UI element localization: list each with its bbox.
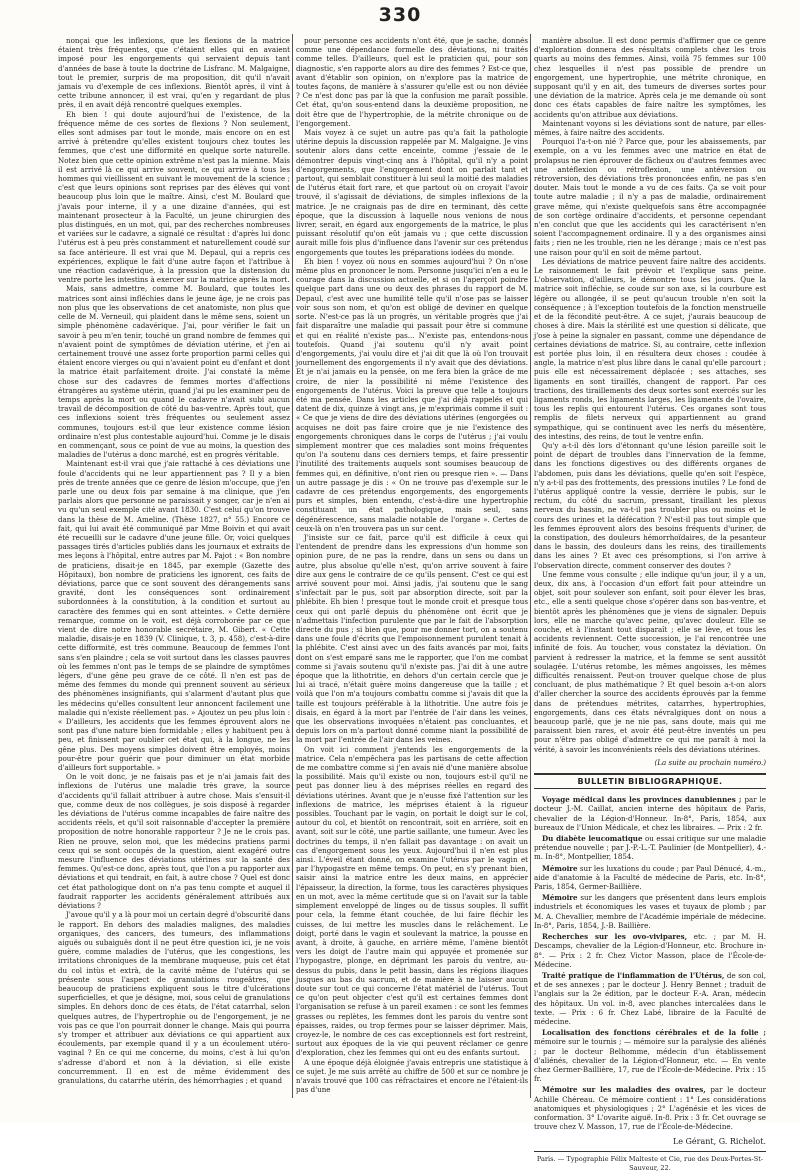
bib-text: sur les dangers que présentent dans leurs emplois industriels et économiques les vases et tuyaux de plomb ; par M. A. Chevallier, membre de l'Académie impériale de médecine. In-8°, Paris, 1854, J.-B. Baillière.: [534, 893, 766, 930]
bib-title: Localisation des fonctions cérébrales et de la folie ;: [542, 1028, 766, 1038]
bib-entry: [534, 1028, 766, 1083]
paragraph: J'avoue qu'il y a là pour moi un certain degré d'obscurité dans le rapport. En dehors des maladies malignes, des maladies organiques, des cancers, des tumeurs, des inflammations aiguës ou subaiguës dont il ne peut être question ici, je ne vois guère, comme maladies de l'utérus, que les congestions, les irritations chroniques de la membrane muqueuse, puis cet état du col intùs et extrà, de la cavité même de l'utérus qui se présente sous l'aspect de granulations rougeâtres, que beaucoup de praticiens expliquent sous le titre d'ulcérations superficielles, et que je désigne, moi, sous celui de granulations simples. En dehors donc de ces états, de l'état catarrhal, selon quelques autres, de l'hypertrophie ou de l'engorgement, je ne vois pas ce que l'on pourrait donner le change. Mais qui pourra s'y tromper et attribuer aux déviations ce qui appartient aux écoulements, par exemple quand il y a un écoulement utéro-vaginal ? En ce qui me concerne, du moins, c'est à lui qu'on s'adresse d'abord et non à la déviation, si elle existe concurremment. Il en est de même évidemment des granulations, du catarrhe utérin, des hémorrhagies ; et quand: [58, 910, 290, 1085]
bib-text: par le docteur J.-M. Caillat, ancien interne des hôpitaux de Paris, chevalier de la Légion-d'Honneur. In-8°, Paris, 1854, aux bureaux de l'Union Médicale, et chez les libraires. — Prix : 2 fr.: [534, 795, 767, 832]
imprint: Paris. — Typographie Félix Malteste et Cie, rue des Deux-Portes-St-Sauveur, 22.: [534, 1151, 766, 1173]
bib-text: mémoire sur le tournis ; — mémoire sur la paralysie des aliénés ; par le docteur Belhomme, médecin d'un établissement d'aliénés, chevalier de la Légion-d'Honneur, etc. — En vente chez Germer-Baillière, 17, rue de l'École-de-Médecine. Prix : 15 fr.: [534, 1037, 766, 1084]
bib-text: ou essai critique sur une maladie prétendue nouvelle ; par J.-P.-L.-T. Paulinier (de Montpellier), 4.-m. In-8°, Montpellier, 1854.: [534, 834, 766, 862]
paragraph: A une époque déjà éloignée j'avais entrepris une statistique à ce sujet. Je me suis arrêté au chiffre de 500 et sur ce nombre je n'avais trouvé que 100 cas réfractaires et encore ne l'étaient-ils pas d'une: [296, 1057, 528, 1095]
paragraph: On le voit donc, je ne faisais pas et je n'ai jamais fait des inflexions de l'utérus une maladie très grave, la source d'accidents qu'il fallait attribuer à autre chose. Mais s'ensuit-il que, comme deux de nos collègues, je sois disposé à regarder les déviations de l'utérus comme incapables de faire naître des accidents réels, et qu'il soit raisonnable d'accepter la première proposition de notre honorable rapporteur ? Je ne le crois pas. Rien ne prouve, selon moi, que les médecins pratiens parmi ceux qui se sont occupés de la question, aient exagéré outre mesure l'influence des déviations utérines sur la santé des femmes. Qu'est-ce donc, après tout, que l'on a pu rapporter aux déviations et qui tendrait, en fait, à autre chose ? Quel est donc cet état pathologique dont on n'a pas tenu compte et auquel il faudrait rapporter les accidents généralement attribués aux déviations ?: [58, 772, 290, 911]
page-number: 330: [378, 4, 422, 26]
column-rule-left: [292, 34, 293, 1098]
bib-entry: [534, 971, 766, 1026]
bib-title: Mémoire: [542, 863, 578, 873]
bib-title: Mémoire sur les maladies des ovaires,: [542, 1085, 706, 1095]
bib-entry: [534, 932, 766, 969]
paragraph: Pourquoi l'a-t-on nié ? Parce que, pour les abaissements, par exemple, on a vu les femmes avec une matrice en état de prolapsus ne rien éprouver de fâcheux ou d'autres femmes avec une antéflexion ou rétroflexion, une antéversion ou rétroversion, des déviations très prononcées enfin, ne pas s'en douter. Mais tout le monde a vu de ces faits. Ça se voit pour toute autre maladie ; il n'y a pas de maladie, ordinairement grave même, qui n'existe quelquefois sans être accompagnée de son cortège ordinaire d'accidents, et personne cependant n'en conclut que que les accidents qui les caractérisent n'en soient l'accompagnement ordinaire. Il y a des organismes ainsi faits ; rien ne les trouble, rien ne les dérange ; mais ce n'est pas une raison pour qu'il en soit de même partout.: [534, 137, 766, 257]
paragraph: On voit ici comment j'entends les engorgements de la matrice. Cela n'empêchera pas les partisans de cette affection de me combattre comme si j'en avais nié d'une manière absolue la possibilité. Mais qu'il existe ou non, toujours est-il qu'il ne peut pas donner lieu à des méprises réelles en regard des déviations utérines. Avant que je n'eusse fixé l'attention sur les inflexions de matrice, les méprises étaient à la rigueur possibles. Touchant par le vagin, on portait le doigt sur le col, autour du col, et bientôt on rencontrait, soit en arrière, soit en avant, soit sur le côté, une partie saillante, une tumeur. Avec les doctrines du temps, il n'en fallait pas davantage : on avait un cas d'engorgement sous les yeux. Aujourd'hui il n'en est plus ainsi. L'éveil étant donné, on examine l'utérus par le vagin et par l'hypogastre en même temps. On peut, en s'y prenant bien, saisir ainsi la matrice entre les deux mains, en apprécier l'épaisseur, la direction, la forme, tous les caractères physiques en un mot, avec la même certitude que si on l'avait sur la table simplement enveloppé de linges ou de tissus souples. Il suffit pour cela, la femme étant couchée, de lui faire fléchir les cuisses, de lui mettre les muscles dans le relâchement. Le doigt, porté dans le vagin et soulevant la matrice, la pousse en avant, à droite, à gauche, en arrière même, l'amène bientôt vers les doigt de l'autre main qui appuyée et promenée sur l'hypogastre, plonge, en déprimant les parois du ventre, au-dessus du pubis, dans le petit bassin, dans les régions iliaques jusques au bas du sacrum, et de manière à ne laisser aucun doute sur tout ce qui concerne l'état matériel de l'utérus. Tout ce qu'on peut objecter c'est qu'il est certaines femmes dont l'organisation se refuse à un pareil examen : ce sont les femmes grasses ou replètes, les femmes dont les parois du ventre sont épaisses, raides, ou trop fermes pour se laisser déprimer. Mais, croyez-le, le nombre de ces cas exceptionnels est fort restreint, surtout aux époques de la vie qui peuvent réclamer ce genre d'exploration, chez les femmes qui ont eu des enfants surtout.: [296, 744, 528, 1058]
paragraph: Maintenant voyons si les déviations sont de nature, par elles-mêmes, à faire naître des accidents.: [534, 118, 766, 138]
bib-title: Recherches sur les ovo-vivipares,: [542, 932, 688, 942]
paragraph: Qu'y a-t-il dès lors d'étonnant qu'une lésion pareille soit le point de départ de troubles dans l'innervation de la femme, dans les fonctions digestives ou des différents organes de l'abdomen, puis dans les déviations, quelle qu'en soit l'espèce, n'y a-t-il pas des frottements, des pressions inutiles ? Le fond de l'utérus appliqué contre la vessie, derrière le pubis, sur le rectum, du côté du sacrum, pressant, tiraillant les plexus nerveux du bassin, ne va-t-il pas troubler plus ou moins et le cours des urines et la défécation ? N'est-il pas tout simple que les femmes éprouvent alors des besoins fréquents d'uriner, de la constipation, des douleurs hémorrhoïdaires, de la pesanteur dans le bassin, des douleurs dans les reins, des tiraillements dans les aines ? Et avec ces présomptions, si l'on arrive à l'observation directe, comment conserver des doutes ?: [534, 440, 766, 570]
column-1: [58, 36, 290, 1096]
paragraph: Une femme vous consulte ; elle indique qu'un jour, il y a un, deux, dix ans, à l'occasion d'un effort fait pour atteindre un objet, soit pour soulever son enfant, soit pour élever les bras, etc., elle a senti quelque chose s'opérer dans son bas-ventre, et bientôt après les phénomènes que je viens de signaler. Depuis lors, elle ne marche qu'avec peine, qu'avec douleur. Elle se couche, et à l'instant tout disparaît ; elle se lève, et tous les accidents reviennent. Cette succession, je l'ai rencontrée une infinité de fois. Au toucher, vous constatez la déviation. On parvient à redresser la matrice, et la femme se sent aussitôt soulagée. L'utérus retombe, les mêmes angoisses, les mêmes difficultés renaissent. Peut-on trouver quelque chose de plus concluant, de plus mathématique ? Et quel besoin a-t-on alors d'aller chercher la source des accidents éprouvés par la femme dans de prétendues métrites, catarrhes, hypertrophies, engorgements, dans ces états névralgiques dont on nous a beaucoup parlé, que je ne nie pas, sans doute, mais qui me paraissent bien rares, et avoir été peut-être inventés un peu pour n'être pas obligé d'admettre ce qui me paraît à moi la vérité, à savoir les inconvénients réels des déviations utérines.: [534, 569, 766, 754]
signature: Le Gérant, G. Richelot.: [672, 1137, 766, 1147]
paragraph: nonçai que les inflexions, que les flexions de la matrice étaient très fréquentes, que c'étaient elles qui en avaient imposé pour les engorgements qui servaient depuis tant d'années de base à toute la doctrine de Lisfranc. M. Malgaigne, tout le premier, surpris de ma proposition, dit qu'il n'avait jamais vu d'exemple de ces inflexions. Bientôt après, il vint à cette tribune annoncer, il est vrai, qu'en y regardant de plus près, il en avait déjà rencontré quelques exemples.: [58, 36, 290, 110]
bib-text: sur les luxations du coude ; par Paul Dénucé, 4.-m., aide d'anatomie à la Faculté de médecine de Paris, etc. In-8°, Paris, 1854, Germer-Baillière.: [534, 863, 766, 892]
bib-text: par le docteur Achille Chéreau. Ce mémoire contient : 1° Les considérations anatomiques et physiologiques ; 2° L'agénésie et les vices de conformation. 3° L'ovarite aiguë. In-8. Prix : 3 fr. Cet ouvrage se trouve chez V. Masson, 17, rue de l'École-de-Médecine.: [534, 1085, 766, 1132]
bib-title: Traité pratique de l'inflammation de l'Utérus,: [542, 970, 725, 980]
paragraph: manière absolue. Il est donc permis d'affirmer que ce genre d'exploration donnera des résultats complets chez les trois quarts au moins des femmes. Ainsi, voilà 75 femmes sur 100 chez lesquelles il n'est pas possible de prendre un engorgement, une hypertrophie, une métrite chronique, en supposant qu'il y en ait, des tumeurs de diverses sortes pour une déviation de la matrice. Après cela je me demande où sont donc ces états capables de faire naître les symptômes, les accidents qu'on attribue aux déviations.: [534, 36, 766, 119]
paragraph: Les déviations de matrice peuvent faire naître des accidents. Le raisonnement le fait prévoir et l'explique sans peine. L'observation, d'ailleurs, le démontre tous les jours. Que la matrice soit infléchie, se coude sur son axe, si la courbure est légère ou allongée, il se peut qu'aucun trouble n'en soit la conséquence ; à l'exception toutefois de la fonction menstruelle et de la fécondité peut-être. A ce sujet, j'aurais beaucoup de choses à dire. Mais la stérilité est une question si délicate, que j'ose à peine la signaler en passant, comme une dépendance de certaines déviations de matrice. Si, au contraire, cette inflexion est portée plus loin, il en résultera deux choses : coudée à angle, la matrice n'est plus libre dans le canal qu'elle parcourt ; puis elle est nécessairement déplacée ; ses attaches, ses ligaments en sont tiraillés, changent de rapport. Par ces tractions, des tiraillements des deux sortes sont exercés sur les ligaments ronds, les ligaments larges, les ligaments de l'ovaire, tous les replis qui entourent l'utérus. Ces organes sont tous remplis de filets nerveux qui appartiennent au grand sympathique, qui se continuent avec les nerfs du mésentère, des intestins, des reins, de tout le ventre enfin.: [534, 256, 766, 441]
paragraph: J'insiste sur ce fait, parce qu'il est difficile à ceux qui l'entendent de prendre dans les expressions d'un homme son opinion pure, de ne pas la rendre, dans un sens ou dans un autre, plus absolue qu'elle n'est, qu'on arrive souvent à faire dire aux gens le contraire de ce qu'ils pensent. C'est ce qui est arrivé souvent pour moi. Ainsi jadis, j'ai soutenu que le sang s'infectait par le pus, soit par absorption directe, soit par la phlébite. Eh bien ! presque tout le monde croit et presque tous ceux qui ont parlé depuis du phénomène ont écrit que je n'admettais l'infection purulente que par le fait de l'absorption directe du pus ; si bien que, pour me donner tort, on a soutenu dans une foule d'écrits que l'empoisonnement purulent tenait à la phlébite. C'est ainsi avec un des faits avancés par moi, faits dont on s'est emparé sans me le rapporter, que l'on me combat comme si j'avais soutenu qu'il n'existe pas. J'ai dit à une autre époque que la lithotritie, en dehors d'un certain cercle que je lui ai tracé, n'était guère moins dangereuse que la taille ; et voilà que l'on m'a toujours combattu comme si j'avais dit que la taille est toujours préférable à la lithotritie. Une autre fois je disais, en égard à la mort par l'entrée de l'air dans les veines, que les observations invoquées n'étaient pas concluantes, et depuis lors on m'a partout donné comme niant la possibilité de la mort par l'entrée de l'air dans les veines.: [296, 532, 528, 745]
paragraph: Mais voyez à ce sujet un autre pas qu'a fait la pathologie utérine depuis la discussion rappelée par M. Malgaigne. Je vins soutenir alors dans cette enceinte, comme j'essaie de le démontrer depuis vingt-cinq ans à l'hôpital, qu'il n'y a point d'engorgements, que l'engorgement dont on parlait tant et partout, qui semblait constituer à lui seul la moitié des maladies de l'utérus était fort rare, et que partout où on croyait l'avoir trouvé, il s'agissait de déviations, de simples inflexions de la matrice. Je ne craignais pas de dire en terminant, dès cette époque, que la discussion à laquelle nous venions de nous livrer, serait, en égard aux engorgements de la matrice, le plus puissant résolutif qu'on eût jamais vu ; que cette discussion aurait mille fois plus d'influence dans l'avenir sur ces prétendus engorgements que toutes les préparations iodées du monde.: [296, 128, 528, 257]
bib-entry: [534, 834, 766, 862]
bib-text: de son col, et de ses annexes ; par le docteur J. Henry Bennet ; traduit de l'anglais sur la 2e édition, par le docteur F.-A. Aran, médecin des hôpitaux. Un vol. in-8, avec planches intercalées dans le texte. — Prix : 6 fr. Chez Labé, libraire de la Faculté de médecine.: [534, 970, 766, 1026]
bib-title: Mémoire: [542, 893, 578, 903]
paragraph: Eh bien ! voyez où nous en sommes aujourd'hui ? On n'ose même plus en prononcer le nom. Personne jusqu'ici n'en a eu le courage dans la discussion actuelle, et si on l'aperçoit poindre quelque part dans une ou deux des phrases du rapport de M. Depaul, c'est avec une humilité telle qu'il n'ose pas se laisser voir sous son nom, et qu'on est obligé de deviner en quelque sorte. N'est-ce pas là un progrès, un véritable progrès que j'ai fait disparaître une maladie qui passait pour être si commune et qui en réalité n'existe pas... N'existe pas, entendons-nous toutefois. Quand j'ai soutenu qu'il n'y avait point d'engorgements, j'ai voulu dire et j'ai dit que là où l'on trouvait journellement des engorgements il n'y avait que des déviations. Et je n'ai jamais eu la pensée, on me fera bien la grâce de me croire, de nier la possibilité ni même l'existence des engorgements de l'utérus. Voici la preuve que telle a toujours été ma pensée. Dans les articles que j'ai déjà rappelés et qui datent de dix, quinze à vingt ans, je m'exprimais comme il suit : « Ce que je viens de dire des déviations utérines (engorgées ou acquises ne doit pas faire croire que je nie l'existence des engorgements chroniques dans le corps de l'utérus ; j'ai voulu simplement montrer que ces maladies sont moins fréquentes qu'on l'a soutenu dans ces derniers temps, et faire pressentir l'inutilité des traitements auquels sont soumises beaucoup de femmes qui, en définitive, n'ont rien ou presque rien ». — Dans un autre passage je dis : « On ne trouve pas d'exemple sur le cadavre de ces prétendus engorgements, des engorgements purs et simples, bien entendu, c'est-à-dire une hypertrophie constituant un état pathologique, mais seul, sans dégénérescence, sans maladie notable de l'organe ». Certes de ceux-là on n'en trouvera pas un sur cent.: [296, 256, 528, 533]
column-3: [534, 36, 767, 1172]
bib-entry: [534, 795, 766, 832]
bulletin-heading: BULLETIN BIBLIOGRAPHIQUE.: [534, 773, 766, 789]
bib-text: etc. ; par M. H. Descamps, chevalier de la Légion-d'Honneur, etc. Brochure in-8°. — Prix : 2 fr. Chez Victor Masson, place de l'École-de-Médecine.: [534, 932, 766, 969]
paragraph: Mais, sans admettre, comme M. Boulard, que toutes les matrices sont ainsi infléchies dans le jeune âge, je ne crois pas non plus que les observations de cet anatomiste, non plus que celle de M. Verneuil, qui plaident dans le même sens, soient un simple phénomène cadavérique. J'ai, pour vérifier le fait un savoir à peu m'en tenir, touché un grand nombre de femmes qui n'avaient point de symptômes de déviation utérine, et j'en ai certainement trouvé une assez forte proportion parmi celles qui étaient encore vierges ou qui n'avaient point eu d'enfant et dont la matrice était parfaitement droite. J'ai constaté la même chose sur des cadavres de femmes mortes d'affections étrangères au système utérin, quand j'ai pu les examiner peu de temps après la mort ou quand le cadavre n'avait subi aucun travail de décomposition de côté du bas-ventre. Après tout, que ces inflexions soient très fréquentes ou seulement assez communes, toujours est-il que leur existence comme lésion ordinaire n'est plus contestable aujourd'hui. Comme je le disais en commençant, sous ce point de vue au moins, la question des maladies de l'utérus a donc marché, est en progrès véritable.: [58, 284, 290, 460]
bib-title: Voyage médical dans les provinces danubiennes ;: [542, 795, 742, 805]
continuation-note: (La suite au prochain numéro.): [654, 757, 766, 767]
column-rule-right: [530, 34, 531, 1098]
bib-entry: [534, 864, 766, 892]
paragraph: Maintenant est-il vrai que j'aie rattaché à ces déviations une foule d'accidents qui ne leur appartiennent pas ? Il y a bien près de trente années que ce genre de lésion m'occupe, que j'en parle une ou deux fois par semaine à ma clinique, que j'en parlais alors que personne ne paraissait y songer, car je n'en ai vu qu'un seul exemple cité avant 1830. C'est celui qu'on trouve dans la thèse de M. Ameline. (Thèse 1827, n° 55.) Encore ce fait, qui lui avait été communiqué par Mme Boivin et qui avait été recueilli sur le cadavre d'une jeune fille. Or, voici quelques passages tirés d'articles publiés dans les journaux et extraits de mes leçons à l'hôpital, entre autres par M. Pajot : « Bon nombre de praticiens, disait-je en 1845, par exemple (Gazette des Hôpitaux), bon nombre de praticiens les ignorent, ces faits de déviations, parce que ce sont souvent des dérangements sans gravité, dont les conséquences sont ordinairement subordonnées à la constitution, à la condition et surtout au caractère des femmes qui en sont atteintes. » Cette dernière remarque, comme on le voit, est déjà corroborée par ce que vient de dire notre honorable secrétaire, M. Gibert. « Cette maladie, disais-je en 1839 (V. Clinique, t. 3, p. 458), c'est-à-dire cette difformité, est très commune. Beaucoup de femmes l'ont sans s'en plaindre ; cela se voit surtout dans les classes pauvres où les femmes n'ont pas le temps de se plaindre de symptômes légers, d'une gêne peu grave de ce côté. Il n'en est pas de même des femmes du monde qui prennent souvent au sérieux des phénomènes insignifiants, qui s'alarment d'autant plus que les médecins qu'elles consultent leur annoncent facilement une maladie qui n'existe réellement pas. » Ajoutez un peu plus loin : « D'ailleurs, les accidents que les femmes éprouvent alors ne sont pas d'une nature bien formidable ; elles y habituent peu à peu, et finissent par oublier cet état qui, à la longue, ne les gêne plus. Des moyens simples doivent être employés, moins pour-être pour guérir que pour diminuer un état morbide d'ailleurs fort supportable. »: [58, 459, 290, 773]
column-2: [296, 36, 528, 1096]
paragraph: Eh bien ! qui doute aujourd'hui de l'existence, de la fréquence même de ces sortes de flexions ? Non seulement, elles sont admises par tout le monde, mais encore on en est arrivé à prétendre qu'elles existent toujours chez toutes les femmes, que c'est une difformité en quelque sorte naturelle. Notez bien que cette opinion extrême n'est pas la mienne. Mais il est arrivé là ce qui arrive souvent, ce qui arrive à tous les hommes qui vieillissent en suivant le mouvement de la science ; c'est que leurs opinions sont reprises par des élèves qui vont beaucoup plus loin que le maître. Ainsi, c'est M. Boulard que j'avais pour interne, il y a une dizaine d'années, qui est maintenant prosecteur à la Faculté, un jeune chirurgien des plus distingués, en un mot, qui, par des recherches nombreuses et variées sur le cadavre, a signalé ce résultat : d'après lui donc l'utérus est à peu près constamment et naturellement coudé sur sa face antérieure. Il est vrai que M. Depaul, qui a repris ces expériences, explique le fait d'une autre façon et l'attribue à une réaction cadavérique, à la pression que la distension du ventre porte les intestins à exercer sur la matrice après la mort.: [58, 109, 290, 285]
paragraph: pour personne ces accidents n'ont été, que je sache, donnés comme une dépendance formelle des déviations, ni traités comme telles. D'ailleurs, quel est le praticien qui, pour son diagnostic, s'en rapporte alors au dire des femmes ? Est-ce que, avant d'établir son opinion, on n'explore pas la matrice de toutes façons, de manière à s'assurer qu'elle est ou non déviée ? Ce n'est donc pas par là que la confusion me paraît possible. Cet état, qu'on sous-entend dans la deuxième proposition, ne doit être que de l'hypertrophie, de la métrite chronique ou de l'engorgement.: [296, 36, 528, 128]
bib-entry: [534, 893, 766, 930]
bib-title: Du diabète leucomatique: [542, 834, 643, 844]
bib-entry: [534, 1085, 766, 1131]
